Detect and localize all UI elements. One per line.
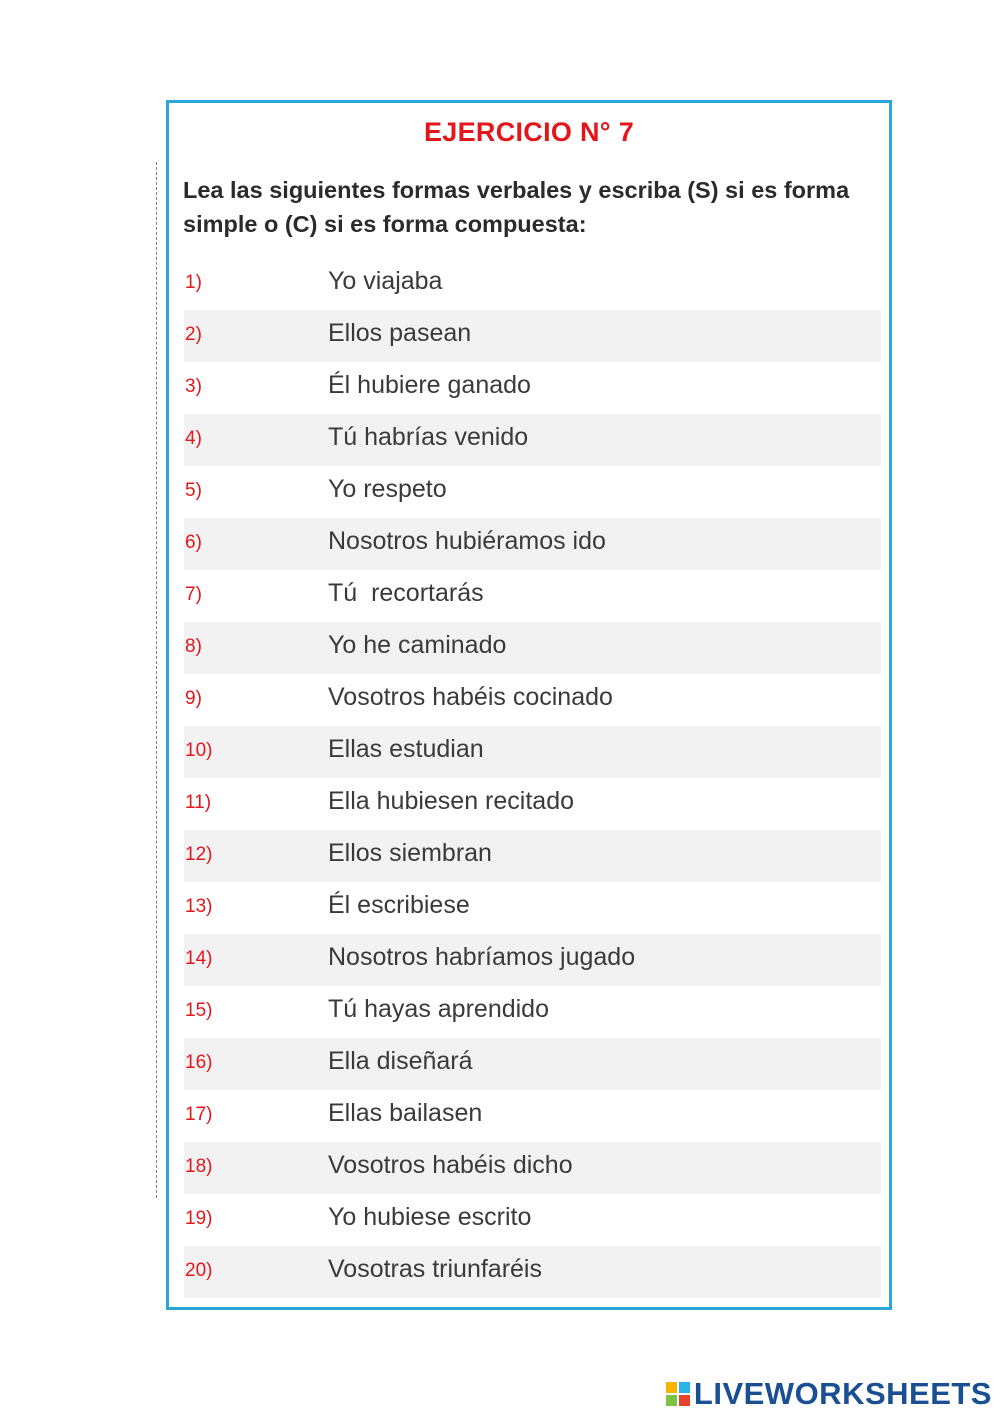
logo-square <box>679 1395 690 1406</box>
list-item <box>184 1090 881 1142</box>
item-verb-form: Él hubiere ganado <box>328 371 531 399</box>
list-item <box>184 362 881 414</box>
list-item <box>184 1038 881 1090</box>
list-item <box>184 882 881 934</box>
item-verb-form: Ellos siembran <box>328 839 492 867</box>
item-verb-form: Él escribiese <box>328 891 470 919</box>
list-item <box>184 310 881 362</box>
list-item <box>184 258 881 310</box>
list-item <box>184 986 881 1038</box>
list-item <box>184 1142 881 1194</box>
item-number: 18) <box>185 1156 213 1177</box>
item-verb-form: Yo hubiese escrito <box>328 1203 532 1231</box>
item-verb-form: Ella diseñará <box>328 1047 473 1075</box>
item-number: 11) <box>185 792 212 813</box>
item-verb-form: Ellas estudian <box>328 735 484 763</box>
list-item <box>184 934 881 986</box>
item-number: 8) <box>185 636 202 657</box>
list-item <box>184 830 881 882</box>
list-item <box>184 674 881 726</box>
item-number: 15) <box>185 1000 213 1021</box>
item-number: 19) <box>185 1208 213 1229</box>
item-number: 1) <box>185 272 202 293</box>
item-number: 9) <box>185 688 202 709</box>
logo-square <box>679 1382 690 1393</box>
list-item <box>184 622 881 674</box>
item-verb-form: Tú recortarás <box>328 579 484 607</box>
item-verb-form: Yo respeto <box>328 475 447 503</box>
item-number: 3) <box>185 376 202 397</box>
item-verb-form: Yo viajaba <box>328 267 443 295</box>
logo-text: LIVEWORKSHEETS <box>693 1376 992 1411</box>
exercise-title: EJERCICIO N° 7 <box>423 117 635 147</box>
item-number: 12) <box>185 844 213 865</box>
logo-square <box>666 1395 677 1406</box>
exercise-frame <box>166 100 892 1310</box>
logo-square <box>666 1382 677 1393</box>
verb-form-list <box>184 258 881 1298</box>
instructions-text: Lea las siguientes formas verbales y escriba (S) si es forma simple o (C) si es forma compuesta: <box>183 177 850 237</box>
item-verb-form: Vosotros habéis dicho <box>328 1151 573 1179</box>
list-item <box>184 778 881 830</box>
item-number: 17) <box>185 1104 213 1125</box>
list-item <box>184 414 881 466</box>
column-divider <box>156 162 157 1198</box>
item-verb-form: Ellas bailasen <box>328 1099 483 1127</box>
item-number: 20) <box>185 1260 213 1281</box>
item-number: 10) <box>185 740 213 761</box>
liveworksheets-logo <box>666 1376 992 1412</box>
list-item <box>184 1246 881 1298</box>
item-number: 7) <box>185 584 202 605</box>
item-number: 2) <box>185 324 202 345</box>
list-item <box>184 726 881 778</box>
item-number: 4) <box>185 428 202 449</box>
list-item <box>184 570 881 622</box>
item-verb-form: Ella hubiesen recitado <box>328 787 574 815</box>
item-verb-form: Vosotras triunfaréis <box>328 1255 542 1283</box>
item-verb-form: Tú habrías venido <box>328 423 529 451</box>
logo-mark-icon <box>666 1382 690 1406</box>
list-item <box>184 466 881 518</box>
list-item <box>184 1194 881 1246</box>
item-number: 6) <box>185 532 202 553</box>
item-verb-form: Yo he caminado <box>328 631 507 659</box>
item-number: 14) <box>185 948 213 969</box>
item-number: 16) <box>185 1052 213 1073</box>
item-number: 13) <box>185 896 213 917</box>
list-item <box>184 518 881 570</box>
item-verb-form: Ellos pasean <box>328 319 472 347</box>
item-verb-form: Nosotros hubiéramos ido <box>328 527 606 555</box>
item-number: 5) <box>185 480 202 501</box>
item-verb-form: Vosotros habéis cocinado <box>328 683 613 711</box>
item-verb-form: Nosotros habríamos jugado <box>328 943 636 971</box>
item-verb-form: Tú hayas aprendido <box>328 995 549 1023</box>
